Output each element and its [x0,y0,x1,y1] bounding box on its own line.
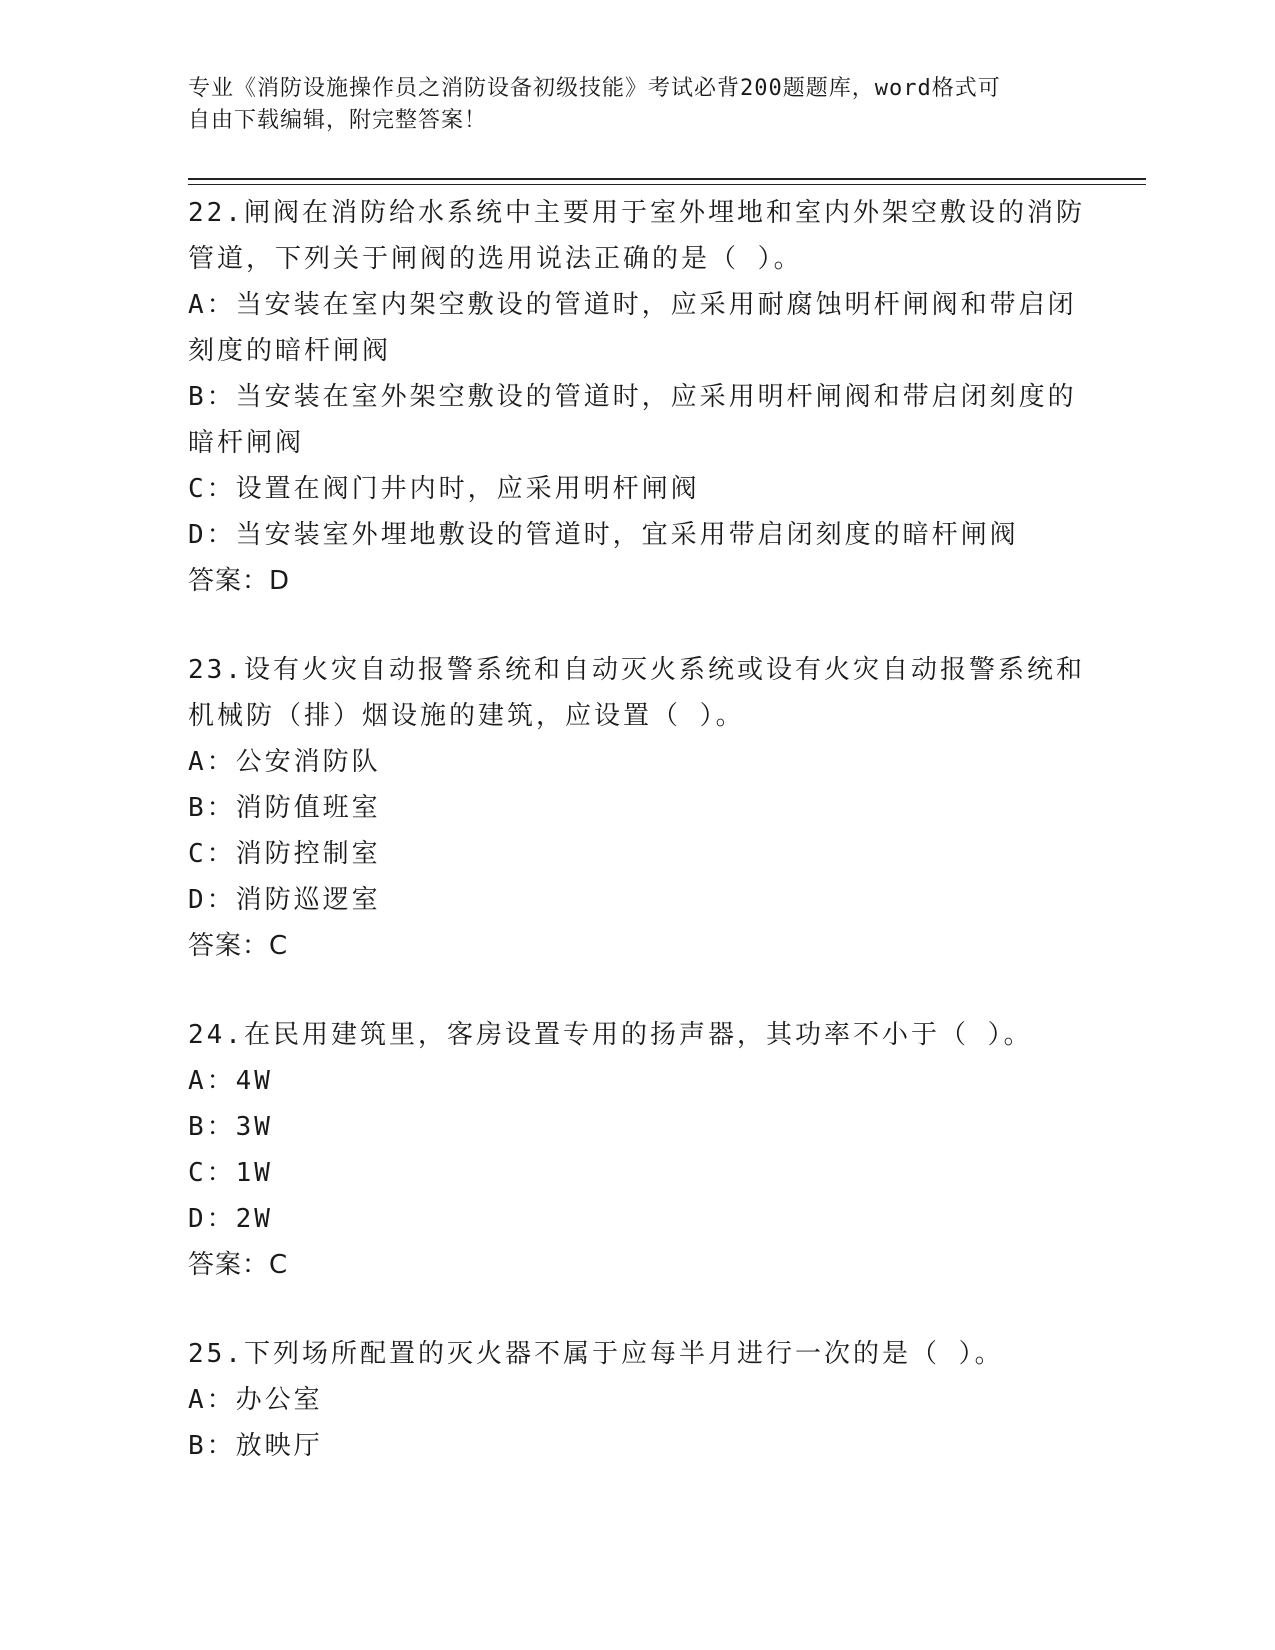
question-stem-line: 23.设有火灾自动报警系统和自动灭火系统或设有火灾自动报警系统和 [188,655,1085,685]
question-option-line: A：4W [188,1066,273,1096]
question-item [188,190,1088,604]
question-option-line: A：公安消防队 [188,747,381,777]
question-stem-line: 机械防（排）烟设施的建筑，应设置（ ）。 [188,701,745,731]
question-option-line: B：放映厅 [188,1431,323,1461]
question-item [188,1012,1088,1288]
question-option-line: C：消防控制室 [188,839,381,869]
question-list [188,190,1088,1469]
question-option-line: C：设置在阀门井内时，应采用明杆闸阀 [188,474,700,504]
question-option-line: 暗杆闸阀 [188,428,305,458]
question-option-line: B：消防值班室 [188,793,381,823]
question-option-line: D：当安装室外埋地敷设的管道时，宜采用带启闭刻度的暗杆闸阀 [188,520,1019,550]
answer-label: 答案：D [188,566,291,596]
question-option-line: B：当安装在室外架空敷设的管道时，应采用明杆闸阀和带启闭刻度的 [188,382,1077,412]
question-stem-line: 22.闸阀在消防给水系统中主要用于室外埋地和室内外架空敷设的消防 [188,198,1085,228]
question-option-line: B：3W [188,1112,273,1142]
question-stem-line: 管道，下列关于闸阀的选用说法正确的是（ ）。 [188,244,803,274]
question-item [188,1331,1088,1469]
answer-label: 答案：C [188,1250,289,1280]
question-option-line: 刻度的暗杆闸阀 [188,336,392,366]
header-divider-thin [188,184,1146,185]
question-option-line: A：当安装在室内架空敷设的管道时，应采用耐腐蚀明杆闸阀和带启闭 [188,290,1077,320]
answer-label: 答案：C [188,931,289,961]
question-item [188,647,1088,969]
question-stem-line: 24.在民用建筑里，客房设置专用的扬声器，其功率不小于（ ）。 [188,1020,1033,1050]
question-option-line: C：1W [188,1158,273,1188]
question-option-line: D：2W [188,1204,273,1234]
question-stem-line: 25.下列场所配置的灭火器不属于应每半月进行一次的是（ ）。 [188,1339,1004,1369]
header-divider-thick [188,178,1146,180]
question-option-line: D：消防巡逻室 [188,885,381,915]
header-line-1: 专业《消防设施操作员之消防设备初级技能》考试必背200题题库，word格式可 [188,76,1001,101]
document-header [188,73,1088,137]
header-line-2: 自由下载编辑，附完整答案！ [188,108,488,133]
question-option-line: A：办公室 [188,1385,323,1415]
